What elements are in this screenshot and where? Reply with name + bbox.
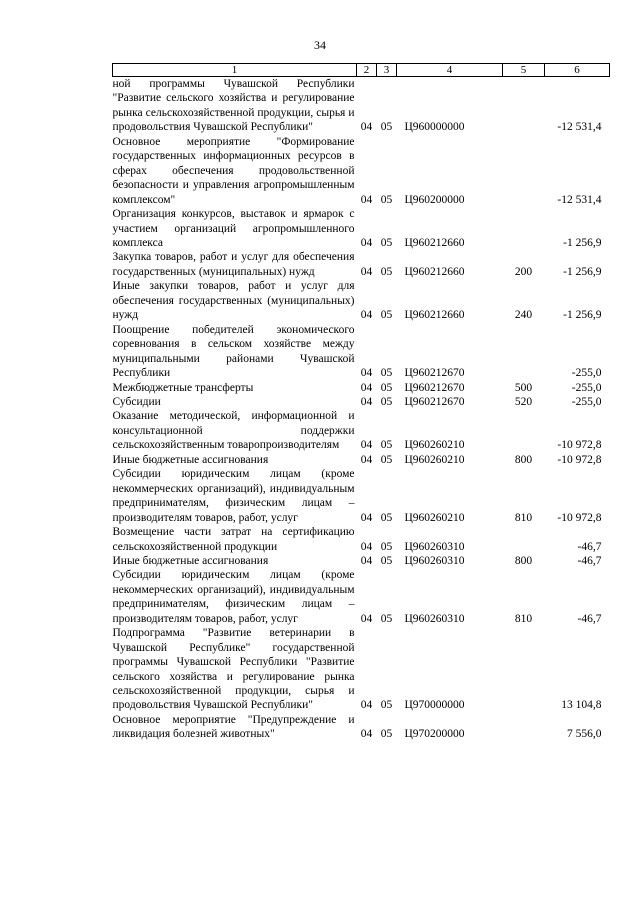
row-name: Иные бюджетные ассигнования [112, 554, 269, 567]
row-rz: 04 [360, 699, 373, 712]
row-name: Субсидии юридическим лицам (кроме некоммерческих организаций), индивидуальным предпринимателям, физическим лицам – производителям товаров, работ, услуг [112, 468, 355, 524]
row-csr: Ц960000000 [404, 121, 465, 134]
row-pr: 05 [380, 453, 393, 466]
row-sum: -1 256,9 [563, 236, 602, 249]
row-vr [503, 135, 545, 207]
row-rz: 04 [360, 511, 373, 524]
row-name: Основное мероприятие "Формирование государственных информационных ресурсов в сферах обеспечения продовольственной безопасности и управления агропромышленным комплексом" [112, 135, 355, 206]
budget-table [112, 63, 610, 742]
table-row [113, 525, 610, 554]
row-name: Возмещение части затрат на сертификацию сельскохозяйственной продукции [112, 526, 355, 553]
row-sum: -10 972,8 [557, 511, 602, 524]
row-name: Организация конкурсов, выставок и ярмарок с участием организаций агропромышленного комплекса [112, 208, 355, 249]
row-csr: Ц970000000 [404, 699, 465, 712]
row-vr [503, 525, 545, 554]
row-csr: Ц960260210 [404, 511, 465, 524]
row-sum: -46,7 [577, 554, 602, 567]
row-sum: -255,0 [571, 381, 602, 394]
row-name: Поощрение победителей экономического соревнования в сельском хозяйстве между муниципальными районами Чувашской Республики [112, 323, 355, 380]
row-csr: Ц960260310 [404, 554, 465, 567]
row-name: Иные закупки товаров, работ и услуг для обеспечения государственных (муниципальных) нужд [112, 280, 355, 322]
row-pr: 05 [380, 381, 393, 394]
row-name: Подпрограмма "Развитие ветеринарии в Чувашской Республике" государственной программы Чувашской Республики "Развитие сельского хозяйства и регулирование рынка сельскохозяйственной продукции, сырья и продовольствия Чувашской Республики" [112, 627, 355, 712]
row-rz: 04 [360, 728, 373, 741]
row-sum: -46,7 [577, 612, 602, 625]
row-csr: Ц960212670 [404, 367, 465, 380]
row-csr: Ц960212660 [404, 265, 465, 278]
table-row [113, 626, 610, 713]
row-vr: 800 [514, 554, 533, 567]
row-pr: 05 [380, 193, 393, 206]
row-pr: 05 [380, 728, 393, 741]
row-rz: 04 [360, 193, 373, 206]
row-sum: -1 256,9 [563, 265, 602, 278]
row-sum: -10 972,8 [557, 453, 602, 466]
row-sum: -255,0 [571, 395, 602, 408]
row-csr: Ц960212660 [404, 236, 465, 249]
row-pr: 05 [380, 367, 393, 380]
table-row [113, 554, 610, 568]
row-name: Субсидии [112, 395, 161, 408]
table-row [113, 207, 610, 250]
row-pr: 05 [380, 236, 393, 249]
row-csr: Ц960212670 [404, 395, 465, 408]
row-csr: Ц970200000 [404, 728, 465, 741]
table-row [113, 135, 610, 207]
row-rz: 04 [360, 540, 373, 553]
row-vr: 810 [514, 511, 533, 524]
row-vr [503, 207, 545, 250]
page-number: 34 [314, 38, 326, 52]
row-rz: 04 [360, 395, 373, 408]
row-name: Основное мероприятие "Предупреждение и ликвидация болезней животных" [112, 713, 355, 741]
row-name: Субсидии юридическим лицам (кроме некоммерческих организаций), индивидуальным предпринимателям, физическим лицам – производителям товаров, работ, услуг [112, 569, 355, 625]
table-row [113, 467, 610, 525]
row-pr: 05 [380, 699, 393, 712]
header-col-4: 4 [397, 64, 503, 77]
row-rz: 04 [360, 367, 373, 380]
header-col-1: 1 [113, 64, 357, 77]
row-sum: -255,0 [571, 367, 602, 380]
row-pr: 05 [380, 612, 393, 625]
table-row [113, 250, 610, 279]
row-sum: -10 972,8 [557, 439, 602, 452]
row-csr: Ц960200000 [404, 193, 465, 206]
row-vr [503, 323, 545, 381]
row-pr: 05 [380, 265, 393, 278]
row-vr: 800 [514, 453, 533, 466]
row-sum: -46,7 [577, 540, 602, 553]
row-csr: Ц960212660 [404, 309, 465, 322]
row-pr: 05 [380, 439, 393, 452]
table-row [113, 279, 610, 322]
row-csr: Ц960260210 [404, 453, 465, 466]
row-pr: 05 [380, 511, 393, 524]
table-row [113, 77, 610, 135]
row-pr: 05 [380, 554, 393, 567]
row-rz: 04 [360, 453, 373, 466]
row-csr: Ц960260310 [404, 612, 465, 625]
row-csr: Ц960260210 [404, 439, 465, 452]
row-name: ной программы Чувашской Республики "Развитие сельского хозяйства и регулирование рынка сельскохозяйственной продукции, сырья и продовольствия Чувашской Республики" [112, 78, 355, 134]
row-rz: 04 [360, 309, 373, 322]
row-sum: -12 531,4 [557, 121, 602, 134]
row-pr: 05 [380, 540, 393, 553]
row-vr: 240 [514, 309, 533, 322]
row-vr: 520 [514, 395, 533, 408]
row-pr: 05 [380, 121, 393, 134]
header-col-2: 2 [357, 64, 377, 77]
header-col-3: 3 [377, 64, 397, 77]
row-rz: 04 [360, 612, 373, 625]
row-rz: 04 [360, 554, 373, 567]
row-rz: 04 [360, 265, 373, 278]
row-csr: Ц960212670 [404, 381, 465, 394]
table-row [113, 381, 610, 395]
table-row [113, 323, 610, 381]
row-name: Иные бюджетные ассигнования [112, 453, 269, 466]
row-vr [503, 626, 545, 713]
row-vr: 200 [514, 265, 533, 278]
row-vr [503, 713, 545, 742]
header-row [113, 64, 610, 77]
row-csr: Ц960260310 [404, 540, 465, 553]
row-rz: 04 [360, 439, 373, 452]
row-rz: 04 [360, 121, 373, 134]
row-vr [503, 409, 545, 452]
row-rz: 04 [360, 381, 373, 394]
row-pr: 05 [380, 309, 393, 322]
row-name: Закупка товаров, работ и услуг для обеспечения государственных (муниципальных) нужд [112, 251, 355, 278]
row-vr: 500 [514, 381, 533, 394]
row-name: Межбюджетные трансферты [112, 381, 254, 394]
row-name: Оказание методической, информационной и консультационной поддержки сельскохозяйственным товаропроизводителям [112, 410, 355, 452]
row-sum: -1 256,9 [563, 309, 602, 322]
row-rz: 04 [360, 236, 373, 249]
header-col-5: 5 [503, 64, 545, 77]
table-row [113, 453, 610, 467]
table-row [113, 713, 610, 742]
table-row [113, 409, 610, 452]
row-sum: 7 556,0 [567, 728, 602, 741]
header-col-6: 6 [545, 64, 610, 77]
table-row [113, 568, 610, 626]
row-vr [503, 77, 545, 135]
row-pr: 05 [380, 395, 393, 408]
table-row [113, 395, 610, 409]
row-vr: 810 [514, 612, 533, 625]
row-sum: -12 531,4 [557, 193, 602, 206]
row-sum: 13 104,8 [561, 699, 602, 712]
